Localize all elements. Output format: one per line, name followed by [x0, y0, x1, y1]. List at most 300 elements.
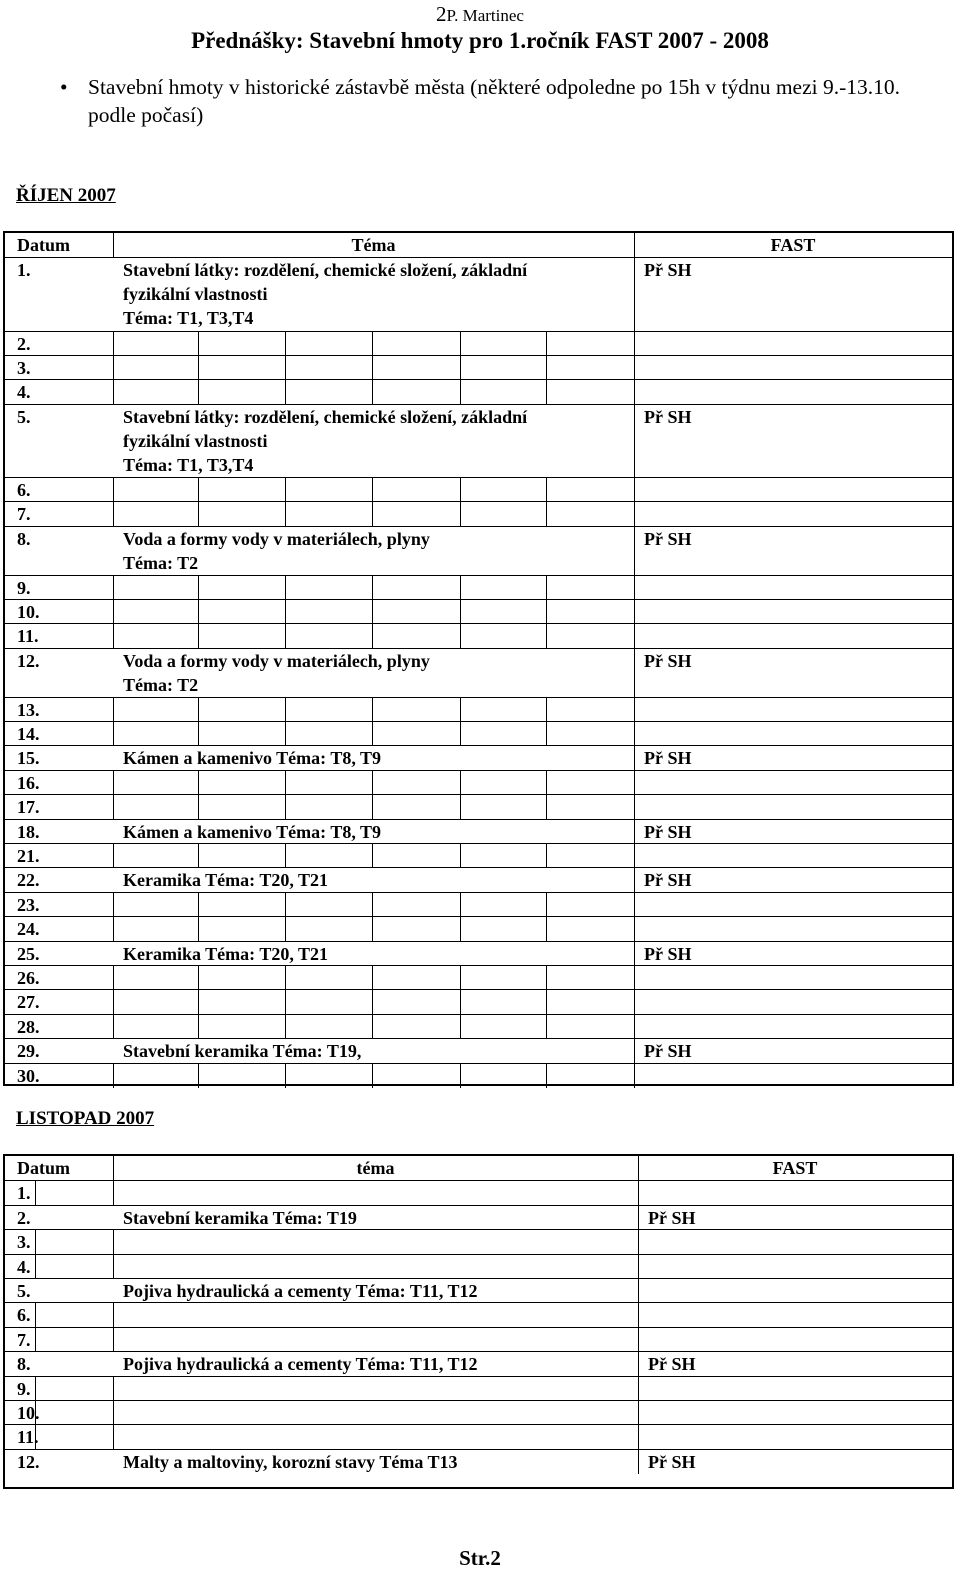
- cell-divider: [198, 844, 199, 868]
- cell-divider: [285, 698, 286, 722]
- topic-cell: [123, 1039, 361, 1063]
- cell-divider: [113, 1377, 114, 1401]
- date-cell: 15.: [17, 748, 40, 769]
- cell-divider: [35, 1181, 36, 1205]
- cell-divider: [460, 893, 461, 917]
- cell-divider: [638, 1377, 639, 1401]
- topic-line: Kámen a kamenivo Téma: T8, T9: [123, 821, 382, 842]
- cell-divider: [198, 966, 199, 990]
- date-cell: 3.: [17, 1232, 31, 1253]
- topic-cell: [123, 1450, 458, 1474]
- topic-line: Téma: T1, T3,T4: [123, 308, 254, 329]
- fast-cell: Př SH: [644, 748, 692, 769]
- table-row: [5, 916, 952, 941]
- date-cell: 2.: [17, 1207, 31, 1228]
- cell-divider: [634, 380, 635, 404]
- fast-cell: Př SH: [644, 870, 692, 891]
- cell-divider: [113, 1425, 114, 1449]
- cell-divider: [634, 1015, 635, 1039]
- cell-divider: [372, 356, 373, 380]
- column-divider: [638, 1156, 639, 1180]
- cell-divider: [634, 356, 635, 380]
- cell-divider: [634, 966, 635, 990]
- cell-divider: [546, 771, 547, 795]
- column-header-fast: FAST: [770, 235, 816, 255]
- column-divider: [634, 820, 635, 844]
- table-row: [5, 1400, 952, 1425]
- cell-divider: [460, 698, 461, 722]
- cell-divider: [460, 844, 461, 868]
- date-cell: 4.: [17, 382, 31, 403]
- cell-divider: [372, 502, 373, 526]
- cell-divider: [638, 1328, 639, 1352]
- date-cell: 13.: [17, 699, 40, 720]
- cell-divider: [113, 722, 114, 746]
- cell-divider: [285, 1015, 286, 1039]
- cell-divider: [372, 771, 373, 795]
- cell-divider: [638, 1230, 639, 1254]
- date-cell: 1.: [17, 1183, 31, 1204]
- cell-divider: [546, 844, 547, 868]
- topic-cell: [123, 820, 381, 844]
- topic-line: fyzikální vlastnosti: [123, 430, 268, 451]
- table-row: [5, 843, 952, 868]
- date-cell: 18.: [17, 821, 40, 842]
- date-cell: 5.: [17, 1281, 31, 1301]
- topic-line: fyzikální vlastnosti: [123, 284, 268, 305]
- table-row: [5, 721, 952, 746]
- cell-divider: [638, 1425, 639, 1449]
- cell-divider: [546, 990, 547, 1014]
- cell-divider: [634, 698, 635, 722]
- cell-divider: [113, 1401, 114, 1425]
- table-row: [5, 989, 952, 1014]
- column-divider: [638, 1450, 639, 1474]
- october-heading: ŘÍJEN 2007: [16, 185, 116, 206]
- cell-divider: [634, 917, 635, 941]
- column-divider: [634, 649, 635, 698]
- cell-divider: [285, 332, 286, 356]
- cell-divider: [372, 722, 373, 746]
- date-cell: 26.: [17, 968, 40, 988]
- date-cell: 7.: [17, 1329, 31, 1350]
- table-row: [5, 1351, 952, 1376]
- cell-divider: [113, 1230, 114, 1254]
- cell-divider: [634, 893, 635, 917]
- cell-divider: [285, 917, 286, 941]
- cell-divider: [546, 576, 547, 600]
- date-cell: 5.: [17, 406, 31, 427]
- date-cell: 1.: [17, 260, 31, 281]
- cell-divider: [285, 576, 286, 600]
- cell-divider: [113, 917, 114, 941]
- cell-divider: [35, 1425, 36, 1449]
- cell-divider: [285, 502, 286, 526]
- cell-divider: [372, 332, 373, 356]
- cell-divider: [113, 1015, 114, 1039]
- cell-divider: [634, 576, 635, 600]
- topic-line: Malty a maltoviny, korozní stavy Téma T13: [123, 1451, 458, 1472]
- cell-divider: [285, 722, 286, 746]
- cell-divider: [634, 478, 635, 502]
- cell-divider: [285, 1064, 286, 1088]
- table-row: [5, 1038, 952, 1063]
- topic-line: Stavební keramika Téma: T19: [123, 1207, 357, 1228]
- column-divider: [638, 1206, 639, 1230]
- table-row: [5, 697, 952, 722]
- cell-divider: [372, 966, 373, 990]
- table-header-row: [5, 233, 952, 257]
- fast-cell: Př SH: [644, 406, 692, 427]
- date-cell: 10.: [17, 1403, 40, 1423]
- column-divider: [634, 527, 635, 576]
- cell-divider: [113, 1303, 114, 1327]
- topic-cell: [123, 942, 328, 966]
- cell-divider: [285, 380, 286, 404]
- cell-divider: [460, 722, 461, 746]
- date-cell: 4.: [17, 1256, 31, 1277]
- cell-divider: [634, 771, 635, 795]
- cell-divider: [113, 332, 114, 356]
- cell-divider: [113, 893, 114, 917]
- cell-divider: [634, 795, 635, 819]
- topic-line: Voda a formy vody v materiálech, plyny: [123, 650, 430, 671]
- cell-divider: [546, 1015, 547, 1039]
- cell-divider: [546, 795, 547, 819]
- date-cell: 28.: [17, 1016, 40, 1037]
- cell-divider: [372, 600, 373, 624]
- table-row: [5, 867, 952, 892]
- cell-divider: [372, 698, 373, 722]
- bullet-icon: •: [60, 75, 68, 99]
- cell-divider: [546, 624, 547, 648]
- bullet-text: Stavební hmoty v historické zástavbě města (některé odpoledne po 15h v týdnu mezi 9.-13.10. podle počasí): [88, 75, 901, 127]
- column-divider: [634, 942, 635, 966]
- fast-cell: Př SH: [644, 821, 692, 842]
- topic-line: Téma: T2: [123, 674, 199, 695]
- date-cell: 22.: [17, 870, 40, 891]
- table-row: [5, 623, 952, 648]
- cell-divider: [285, 893, 286, 917]
- cell-divider: [546, 478, 547, 502]
- date-cell: 21.: [17, 846, 40, 866]
- cell-divider: [546, 502, 547, 526]
- cell-divider: [198, 893, 199, 917]
- cell-divider: [460, 966, 461, 990]
- date-cell: 9.: [17, 577, 31, 598]
- table-row: [5, 1205, 952, 1230]
- cell-divider: [546, 1064, 547, 1088]
- cell-divider: [198, 502, 199, 526]
- topic-line: Keramika Téma: T20, T21: [123, 943, 329, 964]
- cell-divider: [285, 795, 286, 819]
- date-cell: 6.: [17, 480, 31, 500]
- topic-line: Téma: T1, T3,T4: [123, 454, 254, 475]
- cell-divider: [634, 502, 635, 526]
- cell-divider: [198, 1064, 199, 1088]
- cell-divider: [546, 722, 547, 746]
- table-row: [5, 819, 952, 844]
- column-header-fast: FAST: [772, 1158, 818, 1178]
- topic-cell: [123, 1279, 478, 1303]
- cell-divider: [546, 356, 547, 380]
- october-schedule-table: [3, 231, 954, 1086]
- cell-divider: [285, 600, 286, 624]
- topic-cell: [123, 1206, 357, 1230]
- date-cell: 2.: [17, 333, 31, 354]
- table-row: [5, 257, 952, 331]
- cell-divider: [198, 795, 199, 819]
- date-cell: 9.: [17, 1378, 31, 1399]
- topic-cell: [123, 527, 430, 576]
- date-cell: 8.: [17, 528, 31, 549]
- topic-line: Pojiva hydraulická a cementy Téma: T11, T12: [123, 1354, 478, 1375]
- cell-divider: [285, 478, 286, 502]
- cell-divider: [113, 502, 114, 526]
- column-divider: [634, 405, 635, 478]
- cell-divider: [460, 990, 461, 1014]
- date-cell: 30.: [17, 1065, 40, 1086]
- cell-divider: [634, 722, 635, 746]
- cell-divider: [634, 990, 635, 1014]
- topic-cell: [123, 746, 381, 770]
- topic-cell: [123, 258, 527, 331]
- fast-cell: Př SH: [644, 1041, 692, 1062]
- column-divider: [634, 233, 635, 257]
- table-row: [5, 770, 952, 795]
- column-divider: [113, 1156, 114, 1180]
- topic-line: Keramika Téma: T20, T21: [123, 870, 329, 891]
- cell-divider: [638, 1255, 639, 1279]
- cell-divider: [546, 332, 547, 356]
- column-header-date: Datum: [17, 1158, 70, 1178]
- date-cell: 3.: [17, 358, 31, 378]
- cell-divider: [634, 600, 635, 624]
- cell-divider: [546, 600, 547, 624]
- page-header: [0, 3, 960, 28]
- column-divider: [634, 746, 635, 770]
- cell-divider: [198, 771, 199, 795]
- cell-divider: [113, 356, 114, 380]
- cell-divider: [372, 795, 373, 819]
- topic-line: Stavební keramika Téma: T19,: [123, 1041, 362, 1062]
- table-row: [5, 1254, 952, 1279]
- cell-divider: [372, 990, 373, 1014]
- table-row: [5, 1424, 952, 1449]
- table-row: [5, 331, 952, 356]
- fast-cell: Př SH: [644, 650, 692, 671]
- cell-divider: [113, 1328, 114, 1352]
- date-cell: 6.: [17, 1305, 31, 1326]
- cell-divider: [634, 332, 635, 356]
- cell-divider: [113, 844, 114, 868]
- fast-cell: Př SH: [644, 943, 692, 964]
- cell-divider: [198, 478, 199, 502]
- table-row: [5, 526, 952, 576]
- topic-cell: [123, 1352, 478, 1376]
- page-number: 2: [436, 2, 447, 26]
- author-name: P. Martinec: [446, 6, 524, 25]
- cell-divider: [372, 917, 373, 941]
- cell-divider: [35, 1328, 36, 1352]
- table-row: [5, 379, 952, 404]
- table-row: [5, 1449, 952, 1474]
- cell-divider: [638, 1303, 639, 1327]
- column-header-topic: Téma: [351, 235, 396, 255]
- cell-divider: [113, 478, 114, 502]
- date-cell: 16.: [17, 772, 40, 793]
- cell-divider: [285, 356, 286, 380]
- table-header-row: [5, 1156, 952, 1180]
- cell-divider: [372, 576, 373, 600]
- cell-divider: [372, 624, 373, 648]
- cell-divider: [372, 380, 373, 404]
- cell-divider: [634, 1064, 635, 1088]
- cell-divider: [460, 380, 461, 404]
- cell-divider: [198, 990, 199, 1014]
- cell-divider: [460, 771, 461, 795]
- cell-divider: [35, 1303, 36, 1327]
- cell-divider: [460, 502, 461, 526]
- topic-line: Voda a formy vody v materiálech, plyny: [123, 528, 430, 549]
- cell-divider: [35, 1230, 36, 1254]
- cell-divider: [198, 380, 199, 404]
- fast-cell: Př SH: [644, 528, 692, 549]
- date-cell: 12.: [17, 1451, 40, 1472]
- topic-cell: [123, 649, 430, 698]
- table-row: [5, 1063, 952, 1088]
- cell-divider: [113, 795, 114, 819]
- table-row: [5, 745, 952, 770]
- cell-divider: [460, 478, 461, 502]
- cell-divider: [638, 1401, 639, 1425]
- november-heading: LISTOPAD 2007: [16, 1108, 155, 1129]
- column-divider: [638, 1279, 639, 1303]
- topic-line: Kámen a kamenivo Téma: T8, T9: [123, 748, 382, 769]
- cell-divider: [113, 1064, 114, 1088]
- cell-divider: [460, 624, 461, 648]
- cell-divider: [372, 844, 373, 868]
- column-divider: [638, 1352, 639, 1376]
- cell-divider: [460, 795, 461, 819]
- table-row: [5, 965, 952, 990]
- table-row: [5, 1376, 952, 1401]
- date-cell: 7.: [17, 504, 31, 525]
- column-divider: [113, 233, 114, 257]
- table-row: [5, 599, 952, 624]
- page-footer: Str.2: [459, 1546, 501, 1570]
- table-row: [5, 1278, 952, 1303]
- cell-divider: [460, 332, 461, 356]
- cell-divider: [113, 1181, 114, 1205]
- cell-divider: [546, 380, 547, 404]
- table-row: [5, 1327, 952, 1352]
- november-schedule-table: [3, 1154, 954, 1489]
- date-cell: 14.: [17, 724, 40, 744]
- topic-cell: [123, 868, 328, 892]
- cell-divider: [198, 917, 199, 941]
- cell-divider: [198, 1015, 199, 1039]
- date-cell: 8.: [17, 1354, 31, 1375]
- cell-divider: [638, 1181, 639, 1205]
- table-row: [5, 1014, 952, 1039]
- cell-divider: [113, 380, 114, 404]
- table-row: [5, 501, 952, 526]
- table-row: [5, 404, 952, 478]
- cell-divider: [113, 966, 114, 990]
- column-divider: [634, 1039, 635, 1063]
- cell-divider: [546, 893, 547, 917]
- cell-divider: [113, 624, 114, 648]
- table-row: [5, 1302, 952, 1327]
- cell-divider: [113, 600, 114, 624]
- date-cell: 23.: [17, 894, 40, 915]
- cell-divider: [372, 1015, 373, 1039]
- cell-divider: [634, 624, 635, 648]
- table-row: [5, 1229, 952, 1254]
- cell-divider: [35, 1255, 36, 1279]
- table-row: [5, 648, 952, 698]
- cell-divider: [460, 1015, 461, 1039]
- fast-cell: Př SH: [644, 260, 692, 281]
- cell-divider: [35, 1401, 36, 1425]
- cell-divider: [460, 600, 461, 624]
- date-cell: 27.: [17, 992, 40, 1013]
- cell-divider: [546, 917, 547, 941]
- topic-line: Stavební látky: rozdělení, chemické složení, základní: [123, 406, 528, 427]
- topic-cell: [123, 405, 527, 478]
- date-cell: 12.: [17, 650, 40, 671]
- table-row: [5, 575, 952, 600]
- column-divider: [634, 258, 635, 331]
- fast-cell: Př SH: [648, 1451, 696, 1472]
- cell-divider: [285, 966, 286, 990]
- table-row: [5, 477, 952, 502]
- cell-divider: [198, 624, 199, 648]
- topic-line: Stavební látky: rozdělení, chemické složení, základní: [123, 260, 528, 281]
- cell-divider: [460, 356, 461, 380]
- cell-divider: [113, 990, 114, 1014]
- cell-divider: [372, 1064, 373, 1088]
- table-row: [5, 892, 952, 917]
- topic-line: Téma: T2: [123, 552, 199, 573]
- table-row: [5, 941, 952, 966]
- table-row: [5, 355, 952, 380]
- cell-divider: [372, 893, 373, 917]
- date-cell: 17.: [17, 797, 40, 818]
- column-header-topic: téma: [356, 1158, 395, 1178]
- cell-divider: [198, 332, 199, 356]
- cell-divider: [113, 1255, 114, 1279]
- cell-divider: [285, 771, 286, 795]
- table-row: [5, 1180, 952, 1205]
- cell-divider: [372, 478, 373, 502]
- cell-divider: [198, 356, 199, 380]
- date-cell: 24.: [17, 919, 40, 940]
- date-cell: 11.: [17, 1427, 39, 1448]
- date-cell: 29.: [17, 1041, 40, 1062]
- cell-divider: [285, 990, 286, 1014]
- document-title: Přednášky: Stavební hmoty pro 1.ročník FAST 2007 - 2008: [191, 28, 769, 53]
- column-header-date: Datum: [17, 235, 70, 255]
- cell-divider: [198, 722, 199, 746]
- date-cell: 11.: [17, 626, 39, 647]
- cell-divider: [198, 600, 199, 624]
- cell-divider: [634, 844, 635, 868]
- cell-divider: [460, 576, 461, 600]
- cell-divider: [198, 576, 199, 600]
- date-cell: 10.: [17, 602, 40, 622]
